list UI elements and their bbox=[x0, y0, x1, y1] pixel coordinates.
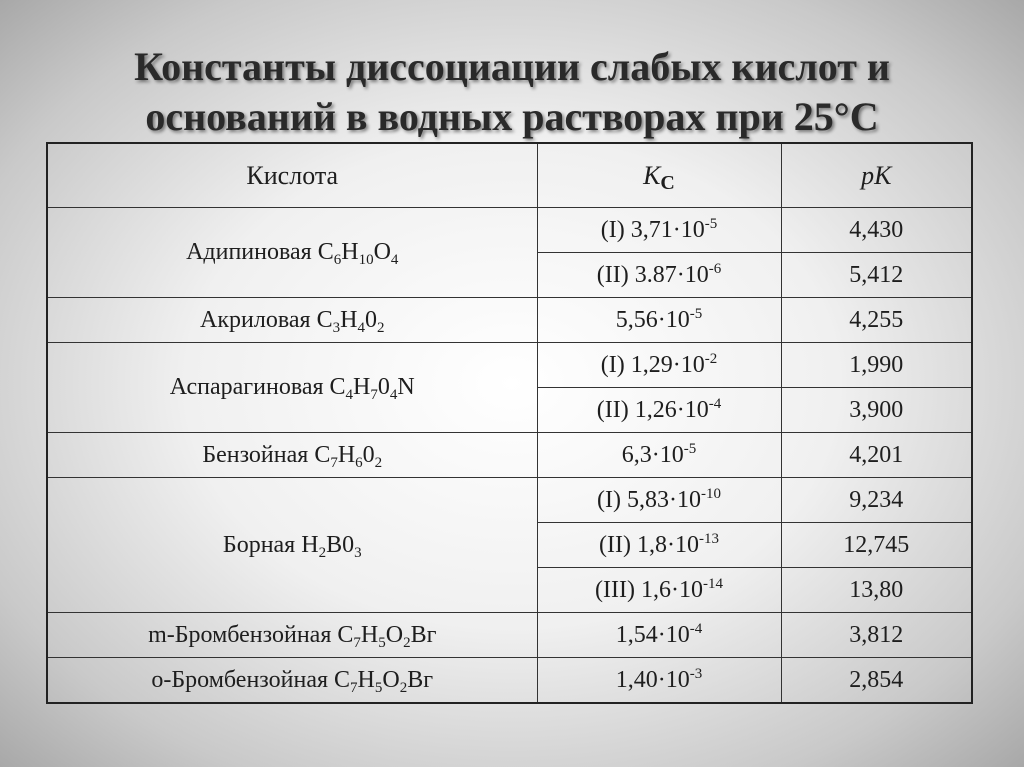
dissociation-constants-table bbox=[46, 142, 973, 704]
kc-value-cell bbox=[537, 658, 781, 704]
pk-value-cell: 13,80 bbox=[781, 568, 972, 613]
formula-part: 7 bbox=[350, 679, 358, 696]
acid-name: Акриловая bbox=[200, 306, 317, 333]
pk-value-cell: 5,412 bbox=[781, 253, 972, 298]
formula-part: 3 bbox=[332, 319, 341, 336]
kc-mantissa: 1,6·10 bbox=[640, 576, 703, 603]
kc-exponent: -2 bbox=[704, 350, 718, 367]
pk-value-cell: 2,854 bbox=[781, 658, 972, 704]
kc-stage: (I) bbox=[597, 486, 627, 513]
formula-part: H bbox=[337, 441, 356, 468]
formula-part: H bbox=[301, 531, 319, 558]
kc-exponent: -5 bbox=[683, 440, 697, 457]
kc-exponent: -5 bbox=[704, 215, 718, 232]
formula-part: 7 bbox=[353, 634, 361, 651]
kc-mantissa: 6,3·10 bbox=[621, 441, 684, 468]
slide-title bbox=[0, 42, 1024, 142]
kc-value-cell bbox=[537, 388, 781, 433]
kc-exponent: -14 bbox=[702, 575, 723, 592]
acid-name: Бензойная bbox=[202, 441, 315, 468]
formula-part: 7 bbox=[370, 387, 378, 403]
formula-part: C bbox=[329, 374, 346, 400]
formula-part: 0 bbox=[362, 441, 375, 468]
kc-stage: (III) bbox=[595, 576, 641, 603]
acid-name-cell bbox=[47, 613, 537, 658]
formula-part: 6 bbox=[333, 252, 342, 268]
kc-mantissa: 1,29·10 bbox=[630, 351, 705, 378]
formula-part: 2 bbox=[403, 634, 411, 651]
formula-part: Вг bbox=[407, 666, 434, 693]
kc-mantissa: 1,8·10 bbox=[636, 531, 699, 558]
table-row bbox=[47, 298, 972, 343]
acid-name-cell bbox=[47, 298, 537, 343]
formula-part: O bbox=[382, 666, 400, 693]
formula-part: 4 bbox=[389, 387, 398, 403]
header-kc-sub: С bbox=[660, 171, 675, 194]
kc-exponent: -4 bbox=[689, 620, 703, 637]
formula-part: H bbox=[340, 306, 358, 333]
pk-value-cell: 9,234 bbox=[781, 478, 972, 523]
formula-part: H bbox=[341, 239, 359, 265]
formula-part: 2 bbox=[374, 454, 383, 471]
acid-name-cell bbox=[47, 433, 537, 478]
table-row bbox=[47, 433, 972, 478]
header-acid: Кислота bbox=[47, 143, 537, 208]
kc-exponent: -3 bbox=[689, 665, 703, 682]
kc-value-cell bbox=[537, 478, 781, 523]
formula-part: 2 bbox=[318, 544, 327, 561]
table-row bbox=[47, 613, 972, 658]
formula-part: C bbox=[314, 441, 331, 468]
formula-part: H bbox=[357, 666, 375, 693]
kc-mantissa: 5,56·10 bbox=[615, 306, 690, 333]
kc-exponent: -4 bbox=[708, 395, 722, 412]
pk-value-cell: 4,430 bbox=[781, 208, 972, 253]
acid-name: m-Бромбензойная bbox=[148, 621, 338, 648]
kc-value-cell bbox=[537, 208, 781, 253]
formula-part: 6 bbox=[355, 454, 363, 471]
formula-part: 2 bbox=[376, 319, 385, 336]
formula-part: O bbox=[373, 239, 391, 265]
table-row bbox=[47, 478, 972, 523]
header-kc-main: К bbox=[643, 160, 661, 190]
formula-part: H bbox=[353, 374, 371, 400]
kc-mantissa: 1,40·10 bbox=[615, 666, 690, 693]
pk-value-cell: 3,812 bbox=[781, 613, 972, 658]
kc-mantissa: 3,71·10 bbox=[630, 216, 705, 243]
formula-part: O bbox=[385, 621, 404, 648]
acid-name-cell bbox=[47, 208, 537, 298]
acid-name-cell bbox=[47, 478, 537, 613]
formula-part: 4 bbox=[357, 319, 365, 336]
table-row bbox=[47, 343, 972, 388]
header-pk: pK bbox=[781, 143, 972, 208]
title-line-2: оснований в водных растворах при 25°С bbox=[145, 94, 879, 139]
kc-exponent: -5 bbox=[689, 305, 703, 322]
kc-value-cell bbox=[537, 433, 781, 478]
acid-name: Адипиновая bbox=[186, 239, 318, 265]
kc-value-cell bbox=[537, 253, 781, 298]
acid-name-cell bbox=[47, 658, 537, 704]
table-row bbox=[47, 208, 972, 253]
acid-name: Аспарагиновая bbox=[169, 374, 330, 400]
pk-value-cell: 3,900 bbox=[781, 388, 972, 433]
acid-name: o-Бромбензойная bbox=[151, 666, 335, 693]
formula-part: 3 bbox=[354, 544, 362, 561]
kc-mantissa: 1,26·10 bbox=[634, 396, 709, 423]
formula-part: N bbox=[397, 374, 415, 400]
pk-value-cell: 4,201 bbox=[781, 433, 972, 478]
formula-part: 2 bbox=[399, 679, 408, 696]
kc-stage: (II) bbox=[599, 531, 637, 558]
formula-part: C bbox=[316, 306, 333, 333]
formula-part: C bbox=[334, 666, 351, 693]
kc-mantissa: 1,54·10 bbox=[615, 621, 690, 648]
kc-value-cell bbox=[537, 613, 781, 658]
formula-part: 0 bbox=[364, 306, 377, 333]
formula-part: 5 bbox=[374, 679, 383, 696]
formula-part: 4 bbox=[345, 387, 354, 403]
kc-value-cell bbox=[537, 298, 781, 343]
formula-part: 4 bbox=[390, 252, 399, 268]
formula-part: 10 bbox=[358, 252, 374, 268]
kc-value-cell bbox=[537, 523, 781, 568]
kc-stage: (II) bbox=[596, 261, 635, 288]
acid-name-cell bbox=[47, 343, 537, 433]
formula-part: 0 bbox=[377, 374, 390, 400]
kc-exponent: -6 bbox=[708, 260, 722, 277]
header-kc bbox=[537, 143, 781, 208]
pk-value-cell: 12,745 bbox=[781, 523, 972, 568]
kc-exponent: -13 bbox=[698, 530, 719, 547]
table-row bbox=[47, 658, 972, 704]
kc-mantissa: 5,83·10 bbox=[626, 486, 701, 513]
formula-part: C bbox=[337, 621, 354, 648]
kc-value-cell bbox=[537, 568, 781, 613]
kc-stage: (I) bbox=[600, 351, 631, 378]
formula-part: 7 bbox=[330, 454, 338, 471]
table-header-row bbox=[47, 143, 972, 208]
formula-part: C bbox=[317, 239, 334, 265]
kc-stage: (I) bbox=[600, 216, 631, 243]
formula-part: 5 bbox=[378, 634, 386, 651]
formula-part: B0 bbox=[326, 531, 355, 558]
kc-stage: (II) bbox=[596, 396, 635, 423]
pk-value-cell: 4,255 bbox=[781, 298, 972, 343]
pk-value-cell: 1,990 bbox=[781, 343, 972, 388]
acid-name: Борная bbox=[222, 531, 302, 558]
kc-value-cell bbox=[537, 343, 781, 388]
kc-mantissa: 3.87·10 bbox=[634, 261, 709, 288]
formula-part: H bbox=[360, 621, 379, 648]
kc-exponent: -10 bbox=[700, 485, 721, 502]
table-body bbox=[47, 208, 972, 704]
formula-part: Вг bbox=[410, 621, 437, 648]
title-line-1: Константы диссоциации слабых кислот и bbox=[134, 44, 890, 89]
